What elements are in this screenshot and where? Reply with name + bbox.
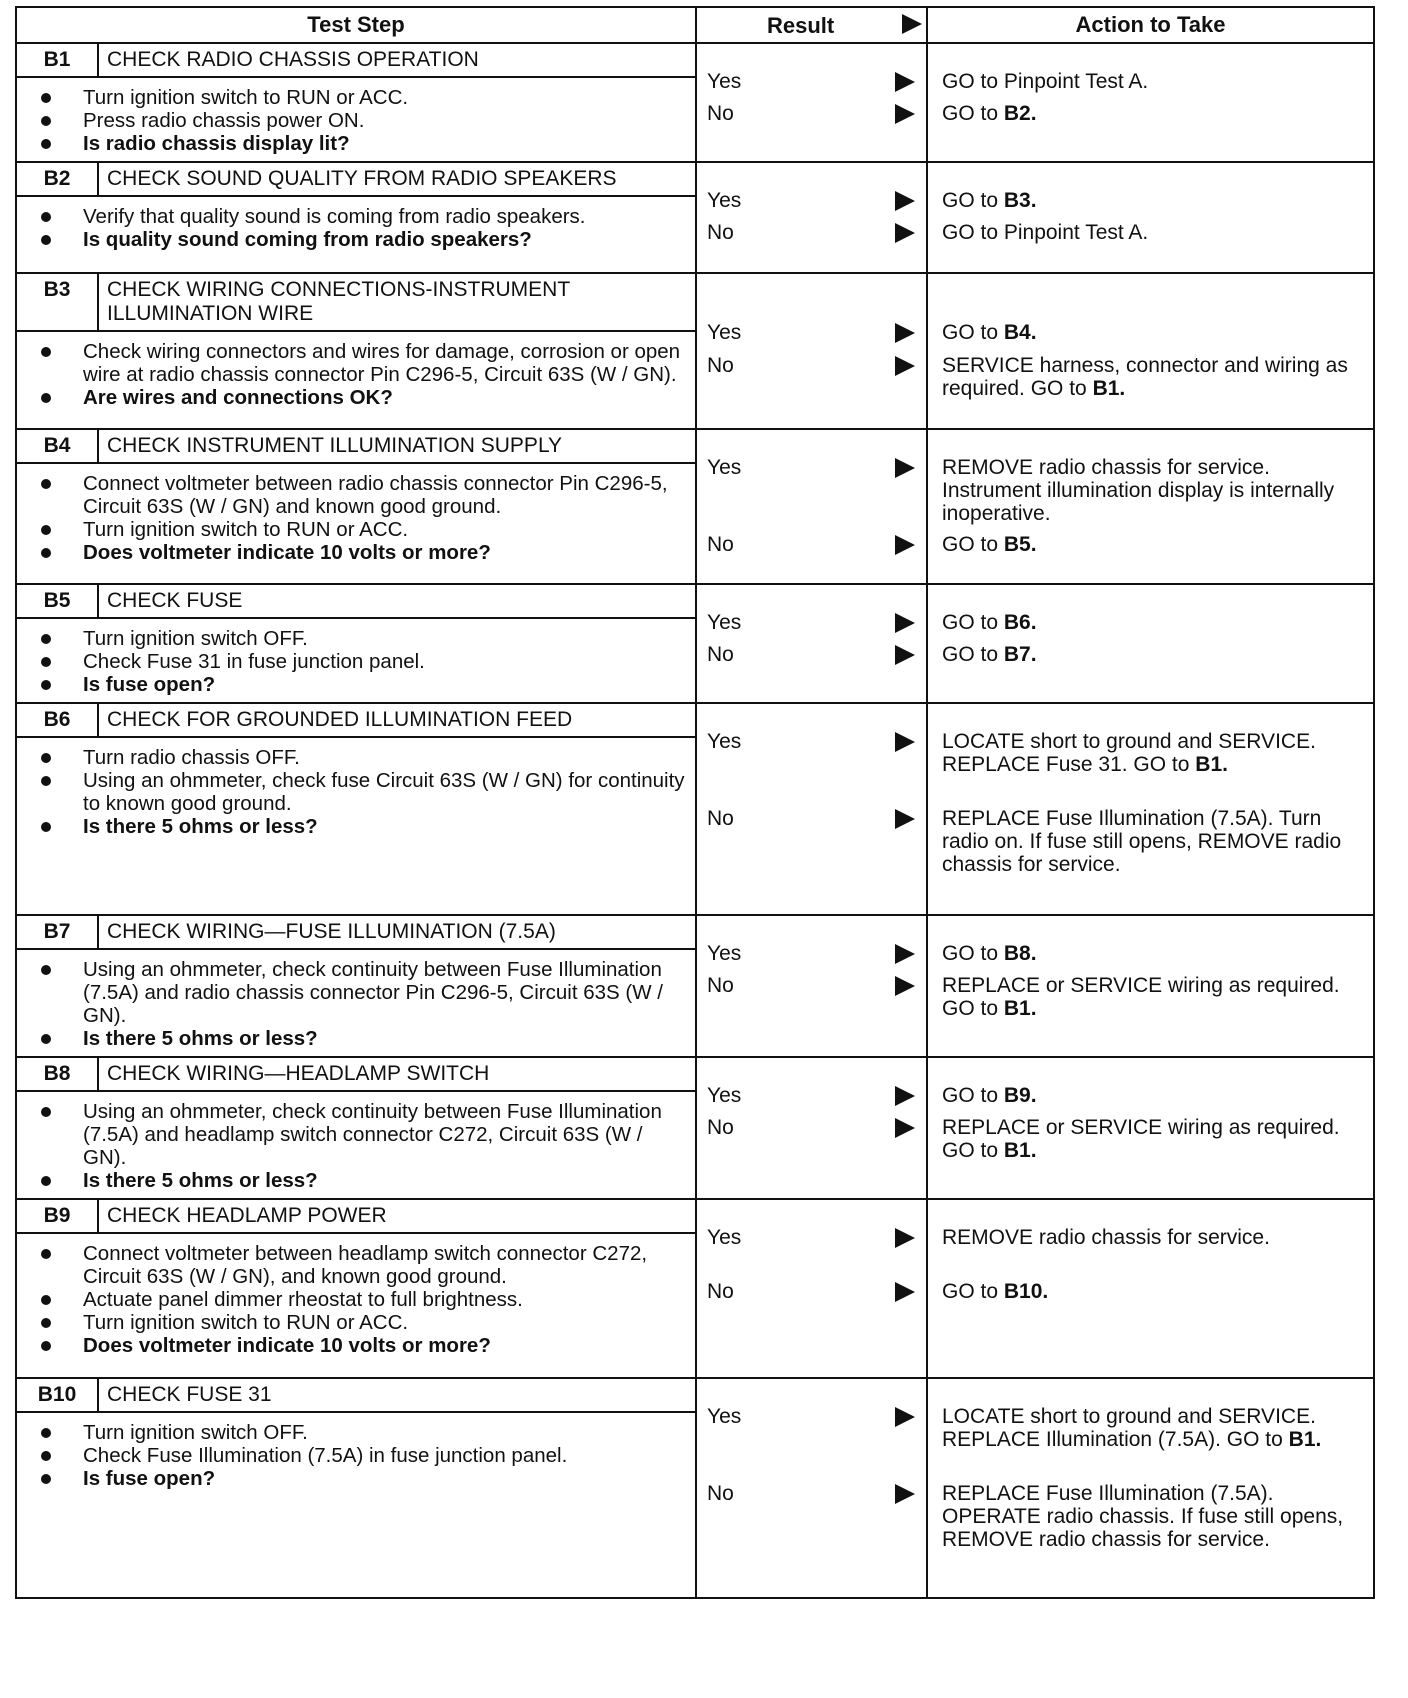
instruction-text: Verify that quality sound is coming from radio speakers. <box>83 205 586 228</box>
result-cell <box>696 273 927 429</box>
step-title: CHECK RADIO CHASSIS OPERATION <box>107 48 479 71</box>
result-cell <box>696 915 927 1057</box>
action-no <box>942 974 1365 1020</box>
action-no-text: REPLACE Fuse Illumination (7.5A). Turn radio on. If fuse still opens, REMOVE radio chassis for service. <box>942 807 1342 876</box>
step-instructions <box>17 197 695 257</box>
action-no <box>942 533 1365 556</box>
arrow-right-icon <box>895 1407 915 1427</box>
step-instructions <box>17 1092 695 1198</box>
action-yes-text: GO to <box>942 611 999 634</box>
action-no <box>942 1482 1365 1551</box>
question-text: Is quality sound coming from radio speakers? <box>83 228 532 251</box>
action-yes-step-ref: B8. <box>1003 942 1037 965</box>
step-heading <box>17 704 697 738</box>
step-cell <box>16 1378 696 1598</box>
action-no-step-ref: B5. <box>1003 533 1037 556</box>
action-cell <box>927 429 1374 584</box>
result-no-label: No <box>707 643 734 666</box>
action-no-text: GO to <box>942 533 999 556</box>
arrow-right-icon <box>895 104 915 124</box>
step-instructions <box>17 78 695 161</box>
pinpoint-test-table <box>15 6 1375 1599</box>
step-id: B4 <box>17 430 99 462</box>
step-heading <box>17 274 697 332</box>
step-heading <box>17 1200 697 1234</box>
result-yes-label: Yes <box>707 1084 742 1107</box>
instruction-item <box>37 518 685 541</box>
result-no-label: No <box>707 221 734 244</box>
arrow-right-icon <box>895 976 915 996</box>
step-title: CHECK FUSE <box>107 589 243 612</box>
bullet-icon <box>41 116 51 126</box>
action-yes <box>942 1084 1365 1107</box>
question-text: Is radio chassis display lit? <box>83 132 350 155</box>
table-row <box>16 429 1374 584</box>
instruction-item <box>37 769 685 815</box>
diagnostic-table-sheet <box>15 6 1373 1686</box>
result-no-label: No <box>707 1116 734 1139</box>
step-id: B7 <box>17 916 99 948</box>
bullet-icon <box>41 1474 51 1484</box>
result-no <box>707 102 917 126</box>
step-cell <box>16 429 696 584</box>
step-cell <box>16 584 696 703</box>
instruction-question <box>37 815 685 838</box>
instruction-item <box>37 1288 685 1311</box>
instruction-question <box>37 1467 685 1490</box>
action-no-text: REPLACE Fuse Illumination (7.5A). OPERATE radio chassis. If fuse still opens, REMOVE radio chassis for service. <box>942 1482 1344 1551</box>
bullet-icon <box>41 657 51 667</box>
step-cell <box>16 1199 696 1378</box>
result-no-label: No <box>707 102 734 125</box>
action-no <box>942 221 1365 244</box>
action-yes-text: GO to <box>942 189 999 212</box>
action-no-text: GO to <box>942 643 999 666</box>
instruction-text: Turn ignition switch to RUN or ACC. <box>83 518 409 541</box>
instruction-text: Turn ignition switch to RUN or ACC. <box>83 1311 409 1334</box>
instruction-text: Using an ohmmeter, check fuse Circuit 63S (W / GN) for continuity to known good ground. <box>83 769 685 815</box>
action-yes-text: REMOVE radio chassis for service. <box>942 1226 1270 1249</box>
action-cell <box>927 703 1374 915</box>
action-no-step-ref: B1. <box>1003 997 1037 1020</box>
table-row <box>16 1057 1374 1199</box>
instruction-text: Turn ignition switch to RUN or ACC. <box>83 86 409 109</box>
result-yes <box>707 1226 917 1250</box>
step-id: B8 <box>17 1058 99 1090</box>
result-yes-label: Yes <box>707 1405 742 1428</box>
step-instructions <box>17 464 695 570</box>
result-yes <box>707 611 917 635</box>
action-cell <box>927 1057 1374 1199</box>
action-cell <box>927 584 1374 703</box>
bullet-icon <box>41 1034 51 1044</box>
arrow-right-icon <box>895 944 915 964</box>
action-yes-text: LOCATE short to ground and SERVICE. REPLACE Illumination (7.5A). GO to <box>942 1405 1316 1451</box>
instruction-item <box>37 1311 685 1334</box>
instruction-text: Actuate panel dimmer rheostat to full brightness. <box>83 1288 523 1311</box>
result-yes <box>707 70 917 94</box>
instruction-item <box>37 650 685 673</box>
result-cell <box>696 162 927 273</box>
instruction-item <box>37 1421 685 1444</box>
bullet-icon <box>41 1249 51 1259</box>
arrow-right-icon <box>895 1118 915 1138</box>
action-no-step-ref: B2. <box>1003 102 1037 125</box>
question-text: Are wires and connections OK? <box>83 386 393 409</box>
arrow-right-icon <box>895 356 915 376</box>
table-row <box>16 1199 1374 1378</box>
bullet-icon <box>41 212 51 222</box>
bullet-icon <box>41 548 51 558</box>
result-yes <box>707 1084 917 1108</box>
table-header-row <box>16 7 1374 43</box>
instruction-item <box>37 1242 685 1288</box>
step-title: CHECK FUSE 31 <box>107 1383 272 1406</box>
instruction-text: Connect voltmeter between headlamp switch connector C272, Circuit 63S (W / GN), and known good ground. <box>83 1242 648 1288</box>
action-no-step-ref: B10. <box>1003 1280 1049 1303</box>
action-yes-text: GO to <box>942 321 999 344</box>
action-no <box>942 807 1365 876</box>
instruction-question <box>37 386 685 409</box>
action-no <box>942 354 1365 400</box>
question-text: Does voltmeter indicate 10 volts or more? <box>83 1334 491 1357</box>
result-no-label: No <box>707 533 734 556</box>
action-cell <box>927 915 1374 1057</box>
result-yes <box>707 942 917 966</box>
step-heading <box>17 1379 697 1413</box>
question-text: Is there 5 ohms or less? <box>83 815 318 838</box>
header-test-step: Test Step <box>16 7 696 43</box>
arrow-right-icon <box>895 1282 915 1302</box>
action-yes-text: GO to <box>942 1084 999 1107</box>
result-no <box>707 643 917 667</box>
bullet-icon <box>41 139 51 149</box>
instruction-text: Turn radio chassis OFF. <box>83 746 300 769</box>
arrow-right-icon <box>895 223 915 243</box>
result-cell <box>696 1378 927 1598</box>
step-instructions <box>17 619 695 702</box>
step-instructions <box>17 1413 695 1496</box>
result-no <box>707 807 917 831</box>
action-yes-text: REMOVE radio chassis for service. Instrument illumination display is internally inoperative. <box>942 456 1335 525</box>
action-cell <box>927 273 1374 429</box>
step-title: CHECK WIRING—FUSE ILLUMINATION (7.5A) <box>107 920 556 943</box>
step-id: B6 <box>17 704 99 736</box>
action-yes <box>942 942 1365 965</box>
table-row <box>16 703 1374 915</box>
step-cell <box>16 1057 696 1199</box>
step-title: CHECK WIRING—HEADLAMP SWITCH <box>107 1062 490 1085</box>
result-cell <box>696 1199 927 1378</box>
result-no-label: No <box>707 354 734 377</box>
action-yes-step-ref: B1. <box>1288 1428 1322 1451</box>
action-cell <box>927 43 1374 162</box>
action-no-step-ref: B1. <box>1003 1139 1037 1162</box>
instruction-item <box>37 86 685 109</box>
bullet-icon <box>41 235 51 245</box>
instruction-item <box>37 340 685 386</box>
arrow-right-icon <box>895 1228 915 1248</box>
action-no-text: SERVICE harness, connector and wiring as required. GO to <box>942 354 1348 400</box>
step-title: CHECK INSTRUMENT ILLUMINATION SUPPLY <box>107 434 563 457</box>
result-yes <box>707 456 917 480</box>
step-cell <box>16 273 696 429</box>
result-cell <box>696 584 927 703</box>
action-yes <box>942 611 1365 634</box>
step-id: B9 <box>17 1200 99 1232</box>
action-no-text: REPLACE or SERVICE wiring as required. GO to <box>942 1116 1340 1162</box>
action-yes-step-ref: B1. <box>1195 753 1228 776</box>
step-cell <box>16 703 696 915</box>
question-text: Is there 5 ohms or less? <box>83 1027 318 1050</box>
step-heading <box>17 585 697 619</box>
table-row <box>16 584 1374 703</box>
action-yes-text: GO to Pinpoint Test A. <box>942 70 1149 93</box>
table-row <box>16 915 1374 1057</box>
bullet-icon <box>41 1318 51 1328</box>
result-no <box>707 1116 917 1140</box>
result-no <box>707 533 917 557</box>
result-yes-label: Yes <box>707 611 742 634</box>
question-text: Does voltmeter indicate 10 volts or more? <box>83 541 491 564</box>
arrow-right-icon <box>902 14 922 34</box>
bullet-icon <box>41 776 51 786</box>
result-no-label: No <box>707 807 734 830</box>
step-heading <box>17 916 697 950</box>
question-text: Is fuse open? <box>83 673 216 696</box>
instruction-question <box>37 228 685 251</box>
action-yes <box>942 189 1365 212</box>
action-yes <box>942 1226 1365 1249</box>
table-row <box>16 1378 1374 1598</box>
arrow-right-icon <box>895 72 915 92</box>
action-no-step-ref: B1. <box>1092 377 1126 400</box>
bullet-icon <box>41 1341 51 1351</box>
step-cell <box>16 915 696 1057</box>
action-cell <box>927 162 1374 273</box>
instruction-text: Check wiring connectors and wires for damage, corrosion or open wire at radio chassis connector Pin C296-5, Circuit 63S (W / GN). <box>83 340 681 386</box>
result-yes-label: Yes <box>707 189 742 212</box>
action-yes <box>942 70 1365 93</box>
instruction-text: Using an ohmmeter, check continuity between Fuse Illumination (7.5A) and radio chassis connector Pin C296-5, Circuit 63S (W / GN). <box>83 958 663 1027</box>
instruction-question <box>37 1027 685 1050</box>
bullet-icon <box>41 93 51 103</box>
bullet-icon <box>41 525 51 535</box>
instruction-text: Press radio chassis power ON. <box>83 109 365 132</box>
result-yes <box>707 730 917 754</box>
bullet-icon <box>41 965 51 975</box>
bullet-icon <box>41 634 51 644</box>
action-no-text: GO to <box>942 102 999 125</box>
instruction-item <box>37 627 685 650</box>
action-yes-text: LOCATE short to ground and SERVICE. REPLACE Fuse 31. GO to <box>942 730 1316 776</box>
bullet-icon <box>41 753 51 763</box>
result-no <box>707 974 917 998</box>
action-yes <box>942 456 1365 525</box>
bullet-icon <box>41 347 51 357</box>
result-cell <box>696 703 927 915</box>
result-no-label: No <box>707 1280 734 1303</box>
instruction-text: Turn ignition switch OFF. <box>83 627 308 650</box>
step-heading <box>17 44 697 78</box>
arrow-right-icon <box>895 1086 915 1106</box>
instruction-item <box>37 958 685 1027</box>
header-result <box>696 7 927 43</box>
step-id: B1 <box>17 44 99 76</box>
action-yes-step-ref: B4. <box>1003 321 1037 344</box>
action-no <box>942 1116 1365 1162</box>
bullet-icon <box>41 1176 51 1186</box>
instruction-text: Using an ohmmeter, check continuity between Fuse Illumination (7.5A) and headlamp switch connector C272, Circuit 63S (W / GN). <box>83 1100 662 1169</box>
action-no <box>942 643 1365 666</box>
result-no <box>707 1280 917 1304</box>
arrow-right-icon <box>895 458 915 478</box>
action-no <box>942 1280 1365 1303</box>
bullet-icon <box>41 680 51 690</box>
result-yes <box>707 189 917 213</box>
result-cell <box>696 429 927 584</box>
result-yes-label: Yes <box>707 321 742 344</box>
header-result-label: Result <box>767 13 835 38</box>
arrow-right-icon <box>895 191 915 211</box>
result-yes-label: Yes <box>707 1226 742 1249</box>
table-row <box>16 43 1374 162</box>
arrow-right-icon <box>895 732 915 752</box>
arrow-right-icon <box>895 645 915 665</box>
result-no <box>707 354 917 378</box>
action-cell <box>927 1199 1374 1378</box>
instruction-question <box>37 1169 685 1192</box>
arrow-right-icon <box>895 1484 915 1504</box>
step-instructions <box>17 738 695 844</box>
step-id: B10 <box>17 1379 99 1411</box>
action-no-text: REPLACE or SERVICE wiring as required. GO to <box>942 974 1340 1020</box>
action-yes <box>942 321 1365 344</box>
bullet-icon <box>41 1428 51 1438</box>
header-action: Action to Take <box>927 7 1374 43</box>
step-heading <box>17 163 697 197</box>
question-text: Is there 5 ohms or less? <box>83 1169 318 1192</box>
step-cell <box>16 162 696 273</box>
arrow-right-icon <box>895 809 915 829</box>
instruction-text: Check Fuse Illumination (7.5A) in fuse junction panel. <box>83 1444 568 1467</box>
instruction-text: Turn ignition switch OFF. <box>83 1421 308 1444</box>
result-no <box>707 1482 917 1506</box>
action-no-text: GO to Pinpoint Test A. <box>942 221 1149 244</box>
result-yes <box>707 321 917 345</box>
step-instructions <box>17 332 695 415</box>
step-heading <box>17 430 697 464</box>
instruction-question <box>37 673 685 696</box>
step-heading <box>17 1058 697 1092</box>
result-yes-label: Yes <box>707 70 742 93</box>
arrow-right-icon <box>895 535 915 555</box>
instruction-item <box>37 109 685 132</box>
instruction-question <box>37 541 685 564</box>
action-no-step-ref: B7. <box>1003 643 1037 666</box>
instruction-text: Connect voltmeter between radio chassis connector Pin C296-5, Circuit 63S (W / GN) and known good ground. <box>83 472 668 518</box>
instruction-item <box>37 746 685 769</box>
step-title: CHECK WIRING CONNECTIONS-INSTRUMENT ILLUMINATION WIRE <box>107 278 570 325</box>
bullet-icon <box>41 1451 51 1461</box>
step-title: CHECK HEADLAMP POWER <box>107 1204 387 1227</box>
result-yes-label: Yes <box>707 730 742 753</box>
action-yes <box>942 1405 1365 1451</box>
table-row <box>16 273 1374 429</box>
result-no-label: No <box>707 1482 734 1505</box>
action-yes-step-ref: B9. <box>1003 1084 1037 1107</box>
action-cell <box>927 1378 1374 1598</box>
result-yes-label: Yes <box>707 942 742 965</box>
result-yes-label: Yes <box>707 456 742 479</box>
instruction-item <box>37 472 685 518</box>
bullet-icon <box>41 479 51 489</box>
action-no <box>942 102 1365 125</box>
step-instructions <box>17 1234 695 1363</box>
action-no-text: GO to <box>942 1280 999 1303</box>
result-cell <box>696 43 927 162</box>
action-yes <box>942 730 1365 776</box>
bullet-icon <box>41 393 51 403</box>
instruction-item <box>37 1100 685 1169</box>
step-id: B2 <box>17 163 99 195</box>
action-yes-step-ref: B6. <box>1003 611 1037 634</box>
action-yes-step-ref: B3. <box>1003 189 1037 212</box>
result-yes <box>707 1405 917 1429</box>
question-text: Is fuse open? <box>83 1467 216 1490</box>
arrow-right-icon <box>895 613 915 633</box>
result-cell <box>696 1057 927 1199</box>
action-yes-text: GO to <box>942 942 999 965</box>
step-cell <box>16 43 696 162</box>
bullet-icon <box>41 1295 51 1305</box>
step-instructions <box>17 950 695 1056</box>
arrow-right-icon <box>895 323 915 343</box>
step-id: B5 <box>17 585 99 617</box>
step-title: CHECK SOUND QUALITY FROM RADIO SPEAKERS <box>107 167 617 190</box>
bullet-icon <box>41 1107 51 1117</box>
bullet-icon <box>41 822 51 832</box>
table-row <box>16 162 1374 273</box>
step-title: CHECK FOR GROUNDED ILLUMINATION FEED <box>107 708 573 731</box>
instruction-text: Check Fuse 31 in fuse junction panel. <box>83 650 425 673</box>
instruction-question <box>37 1334 685 1357</box>
instruction-question <box>37 132 685 155</box>
instruction-item <box>37 1444 685 1467</box>
instruction-item <box>37 205 685 228</box>
step-id: B3 <box>17 274 99 330</box>
result-no <box>707 221 917 245</box>
result-no-label: No <box>707 974 734 997</box>
